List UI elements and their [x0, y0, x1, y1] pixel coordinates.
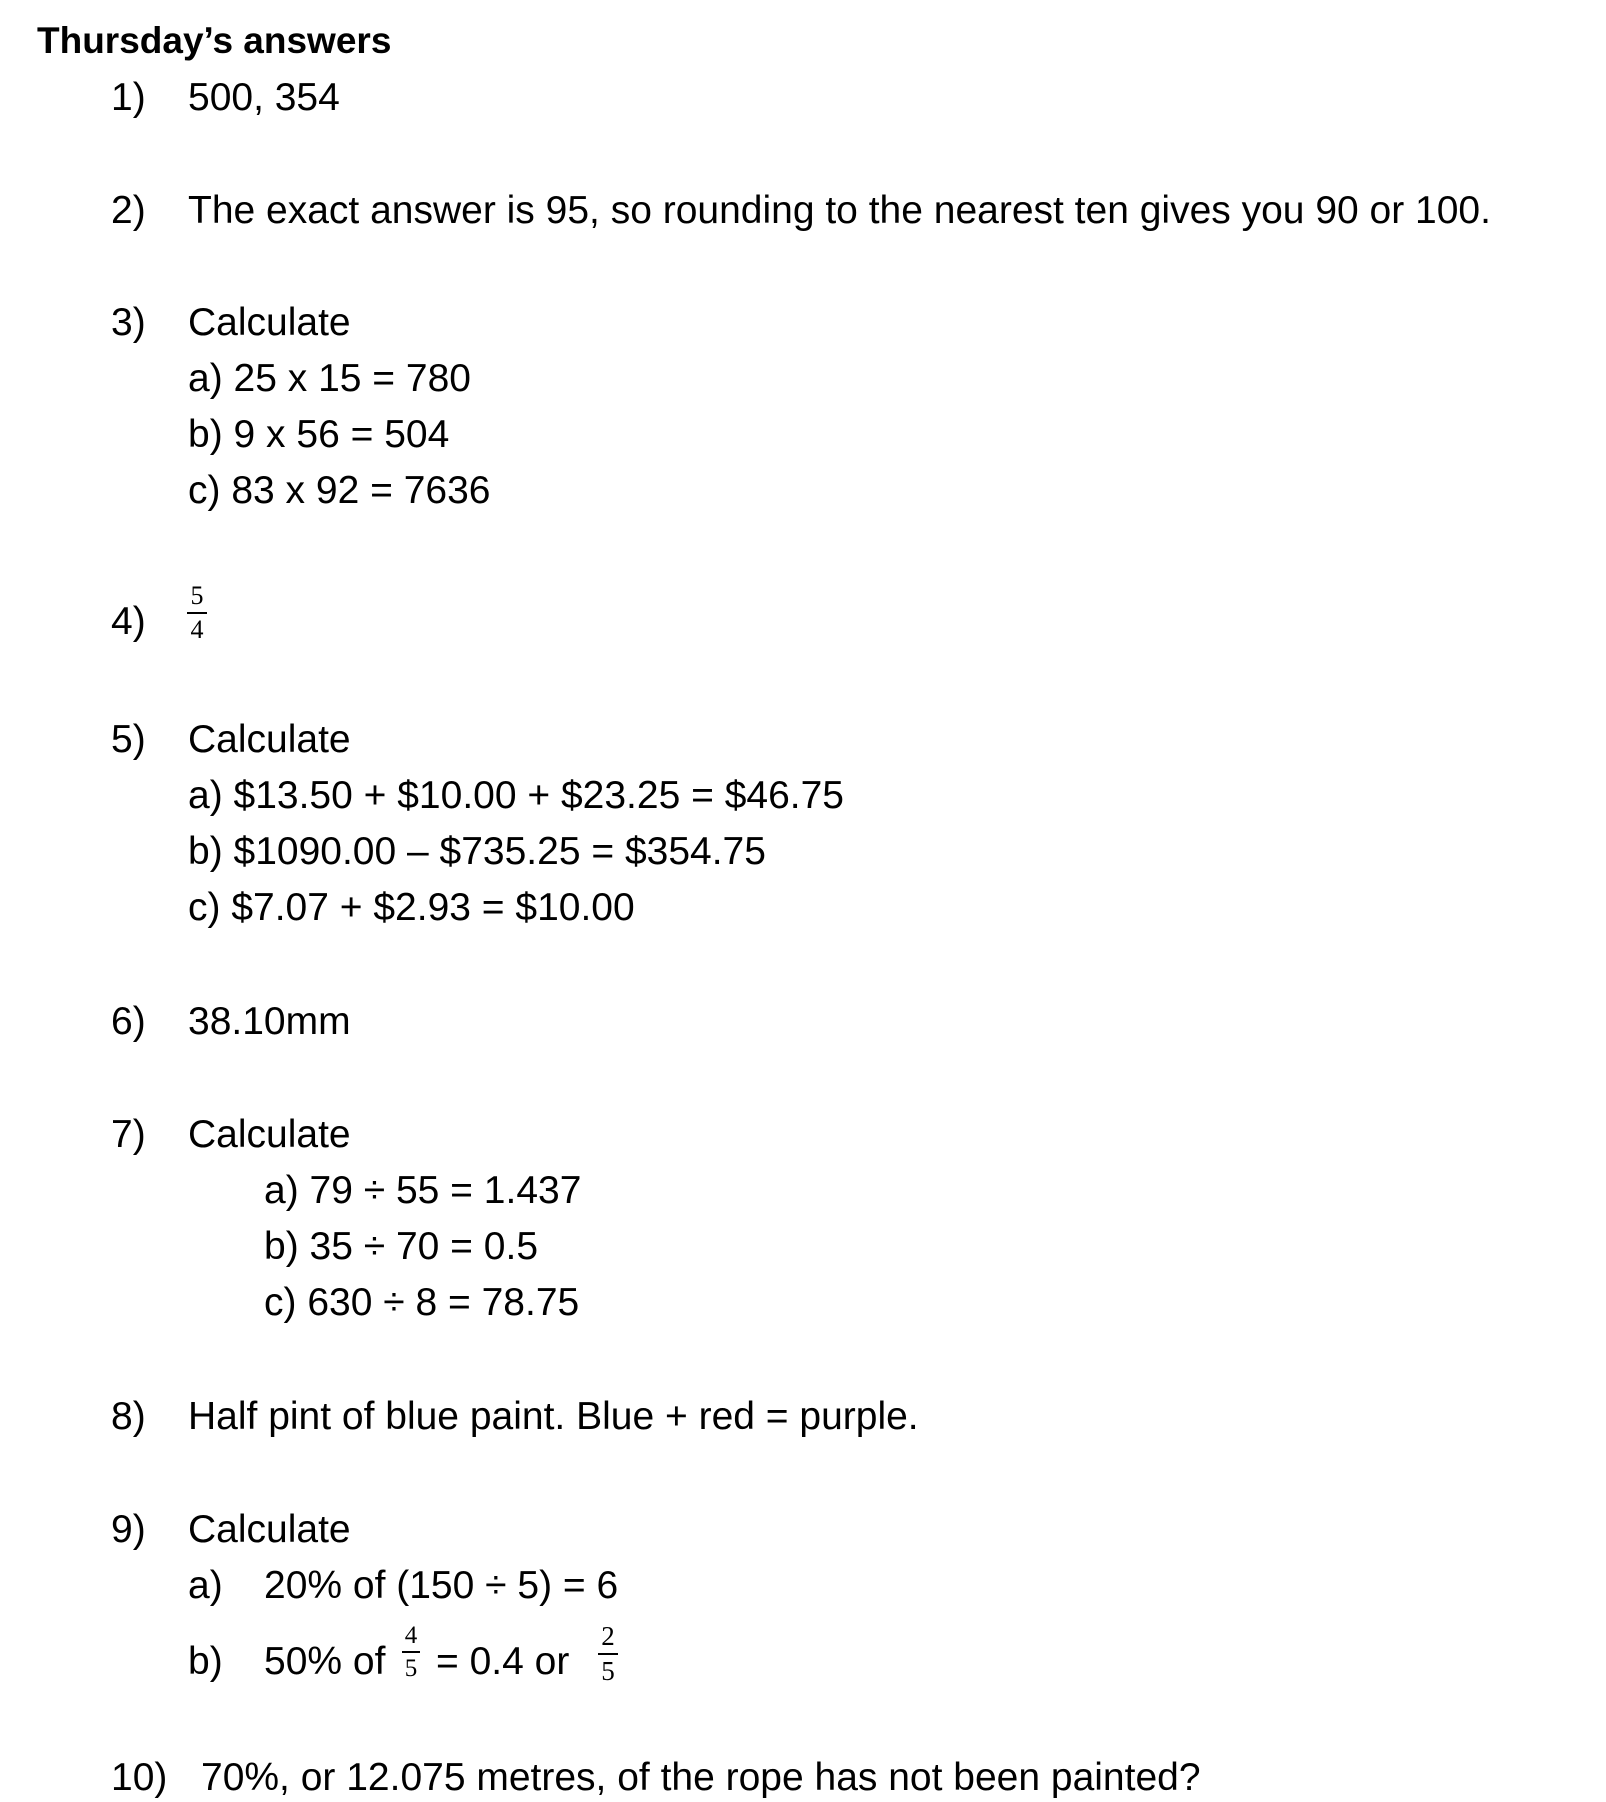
question-8-answer: Half pint of blue paint. Blue + red = purple. [188, 1395, 919, 1438]
question-10-number: 10) [111, 1756, 168, 1799]
question-9-part-a: 20% of (150 ÷ 5) = 6 [264, 1564, 619, 1607]
question-9-fraction-2-denominator: 5 [601, 1656, 615, 1686]
question-9-fraction-1 [402, 1623, 420, 1681]
question-10-answer: 70%, or 12.075 metres, of the rope has not been painted? [201, 1756, 1201, 1799]
question-9-number: 9) [111, 1508, 146, 1551]
question-3-part-a: a) 25 x 15 = 780 [188, 357, 471, 400]
question-1-number: 1) [111, 76, 146, 119]
question-7-part-a: a) 79 ÷ 55 = 1.437 [264, 1169, 582, 1212]
question-6-number: 6) [111, 1000, 146, 1043]
question-5-number: 5) [111, 718, 146, 761]
fraction-bar [187, 612, 207, 614]
question-7-part-c: c) 630 ÷ 8 = 78.75 [264, 1281, 580, 1324]
question-4-fraction [187, 583, 207, 643]
fraction-bar [598, 1653, 618, 1655]
question-5-part-a: a) $13.50 + $10.00 + $23.25 = $46.75 [188, 774, 844, 817]
question-8-number: 8) [111, 1395, 146, 1438]
question-4-numerator: 5 [190, 581, 204, 610]
question-7-number: 7) [111, 1113, 146, 1156]
question-9-fraction-1-numerator: 4 [404, 1622, 418, 1649]
question-9-fraction-2-numerator: 2 [601, 1621, 615, 1651]
question-5-heading: Calculate [188, 718, 351, 761]
question-7-heading: Calculate [188, 1113, 351, 1156]
question-3-part-c: c) 83 x 92 = 7636 [188, 469, 491, 512]
question-9-heading: Calculate [188, 1508, 351, 1551]
question-9-part-b-label: b) [188, 1640, 223, 1683]
question-9-part-a-label: a) [188, 1564, 223, 1607]
question-3-number: 3) [111, 301, 146, 344]
fraction-bar [402, 1651, 420, 1653]
question-2-number: 2) [111, 189, 146, 232]
page-title: Thursday’s answers [37, 20, 392, 61]
question-5-part-b: b) $1090.00 – $735.25 = $354.75 [188, 830, 766, 873]
question-3-part-b: b) 9 x 56 = 504 [188, 413, 450, 456]
question-7-part-b: b) 35 ÷ 70 = 0.5 [264, 1225, 539, 1268]
question-9-part-b-middle: = 0.4 or [436, 1640, 570, 1683]
question-3-heading: Calculate [188, 301, 351, 344]
question-2-answer: The exact answer is 95, so rounding to the nearest ten gives you 90 or 100. [188, 189, 1491, 232]
question-4-denominator: 4 [190, 615, 204, 644]
question-4-number: 4) [111, 600, 146, 643]
question-1-answer: 500, 354 [188, 76, 340, 119]
question-9-fraction-1-denominator: 5 [404, 1655, 418, 1682]
question-5-part-c: c) $7.07 + $2.93 = $10.00 [188, 886, 635, 929]
question-9-fraction-2 [598, 1623, 618, 1685]
question-9-part-b-prefix: 50% of [264, 1640, 386, 1683]
question-6-answer: 38.10mm [188, 1000, 351, 1043]
